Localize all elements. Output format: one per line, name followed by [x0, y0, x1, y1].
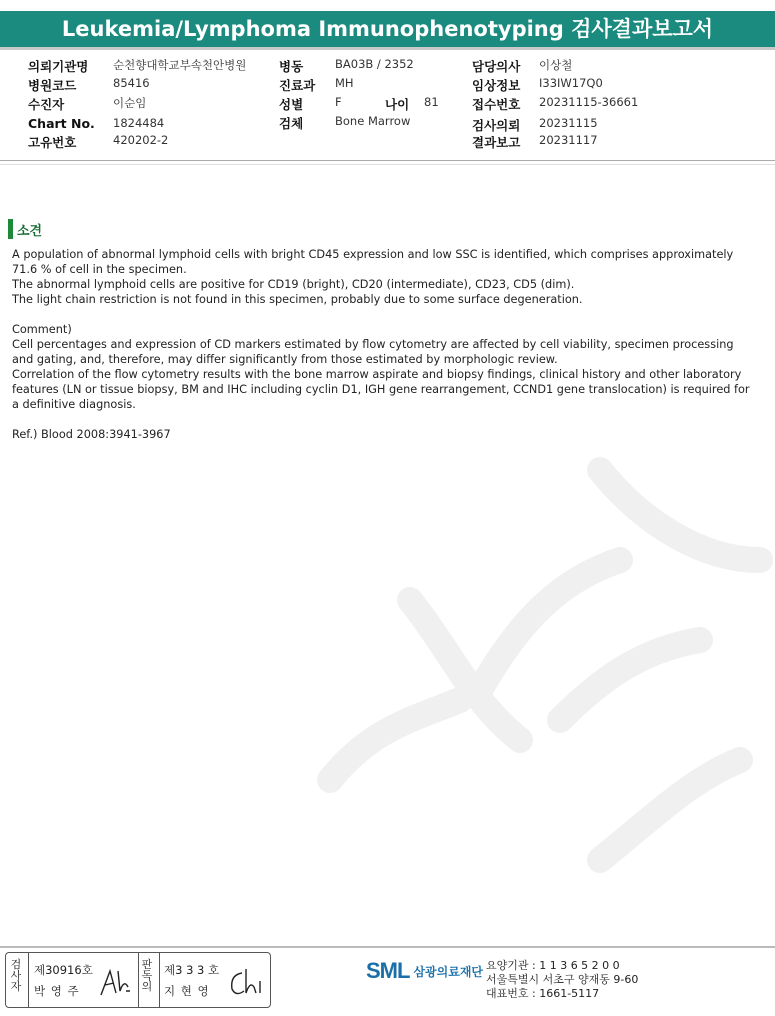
finding-line: The abnormal lymphoid cells are positive for CD19 (bright), CD20 (intermediate), CD23, CD5 (dim). — [12, 278, 575, 291]
care-institution-no: 요양기관 : 1 1 3 6 5 2 0 0 — [486, 959, 620, 972]
age-label: 나이 — [385, 97, 410, 112]
examinee-value: 이순임 — [113, 96, 147, 110]
findings-body — [12, 247, 767, 442]
footer-divider — [0, 946, 775, 948]
comment-line: and gating, and, therefore, may differ significantly from those estimated by morphologic review. — [12, 353, 558, 366]
findings-heading — [8, 219, 42, 239]
comment-line: features (LN or tissue biopsy, BM and IHC including cyclin D1, IGH gene rearrangement, CCND1 gene translocation) is required for — [12, 383, 750, 396]
finding-line: The light chain restriction is not found in this specimen, probably due to some surface degeneration. — [12, 293, 583, 306]
info-divider — [0, 160, 775, 161]
organization-logo — [366, 958, 483, 984]
sex-label: 성별 — [279, 97, 304, 112]
hospital-code-label: 병원코드 — [28, 78, 77, 93]
doctor-value: 이상철 — [539, 58, 573, 72]
receipt-no-value: 20231115-36661 — [539, 95, 639, 109]
comment-line: Cell percentages and expression of CD markers estimated by flow cytometry are affected by cell viability, specimen processing — [12, 338, 734, 351]
age-value: 81 — [424, 95, 439, 109]
section-marker — [8, 219, 13, 239]
reviewer-label: 판독의 — [141, 958, 153, 993]
clinical-info-label: 임상정보 — [472, 78, 521, 93]
clinical-info-value: I33IW17Q0 — [539, 76, 603, 90]
comment-line: a definitive diagnosis. — [12, 398, 136, 411]
dept-label: 진료과 — [279, 78, 316, 93]
finding-line: 71.6 % of cell in the specimen. — [12, 263, 187, 276]
receipt-no-label: 접수번호 — [472, 97, 521, 112]
reviewer-license: 제3 3 3 호 — [164, 963, 220, 977]
reviewer-signature-icon — [226, 965, 266, 999]
findings-title: 소견 — [17, 223, 43, 239]
report-date-label: 결과보고 — [472, 135, 521, 150]
examinee-label: 수진자 — [28, 97, 65, 112]
signature-box — [5, 952, 271, 1008]
examiner-label: 검사자 — [10, 958, 22, 993]
chart-no-value: 1824484 — [113, 116, 165, 130]
examiner-name: 박 영 주 — [34, 984, 80, 998]
sex-value: F — [335, 95, 342, 109]
comment-heading: Comment) — [12, 323, 72, 336]
report-title: Leukemia/Lymphoma Immunophenotyping 검사결과보고서 — [61, 17, 714, 41]
patient-info-panel — [0, 50, 775, 150]
doctor-label: 담당의사 — [472, 59, 521, 74]
examiner-signature-icon — [98, 965, 132, 999]
request-date-label: 검사의뢰 — [472, 118, 521, 133]
report-date-value: 20231117 — [539, 133, 598, 147]
specimen-value: Bone Marrow — [335, 114, 411, 128]
ward-value: BA03B / 2352 — [335, 57, 414, 71]
dept-value: MH — [335, 76, 354, 90]
unique-no-label: 고유번호 — [28, 135, 77, 150]
ward-label: 병동 — [279, 59, 304, 74]
organization-name: 삼광의료재단 — [413, 964, 484, 979]
specimen-label: 검체 — [279, 116, 304, 131]
request-date-value: 20231115 — [539, 116, 598, 130]
institution-value: 순천향대학교부속천안병원 — [113, 58, 247, 72]
organization-address: 서울특별시 서초구 양재동 9-60 — [486, 973, 639, 986]
organization-phone: 대표번호 : 1661-5117 — [486, 987, 600, 1000]
finding-line: A population of abnormal lymphoid cells with bright CD45 expression and low SSC is identified, which comprises approximately — [12, 248, 734, 261]
reference: Ref.) Blood 2008:3941-3967 — [12, 428, 171, 441]
info-divider-light — [0, 164, 775, 165]
hospital-code-value: 85416 — [113, 76, 150, 90]
examiner-license: 제30916호 — [34, 963, 93, 977]
unique-no-value: 420202-2 — [113, 133, 169, 147]
chart-no-label: Chart No. — [28, 116, 95, 131]
report-header — [0, 11, 775, 47]
logo-mark: SML — [366, 958, 410, 983]
organization-contact — [486, 959, 638, 1001]
reviewer-name: 지 현 영 — [164, 984, 210, 998]
institution-label: 의뢰기관명 — [28, 59, 89, 74]
comment-line: Correlation of the flow cytometry results with the bone marrow aspirate and biopsy findings, clinical history and other laboratory — [12, 368, 742, 381]
